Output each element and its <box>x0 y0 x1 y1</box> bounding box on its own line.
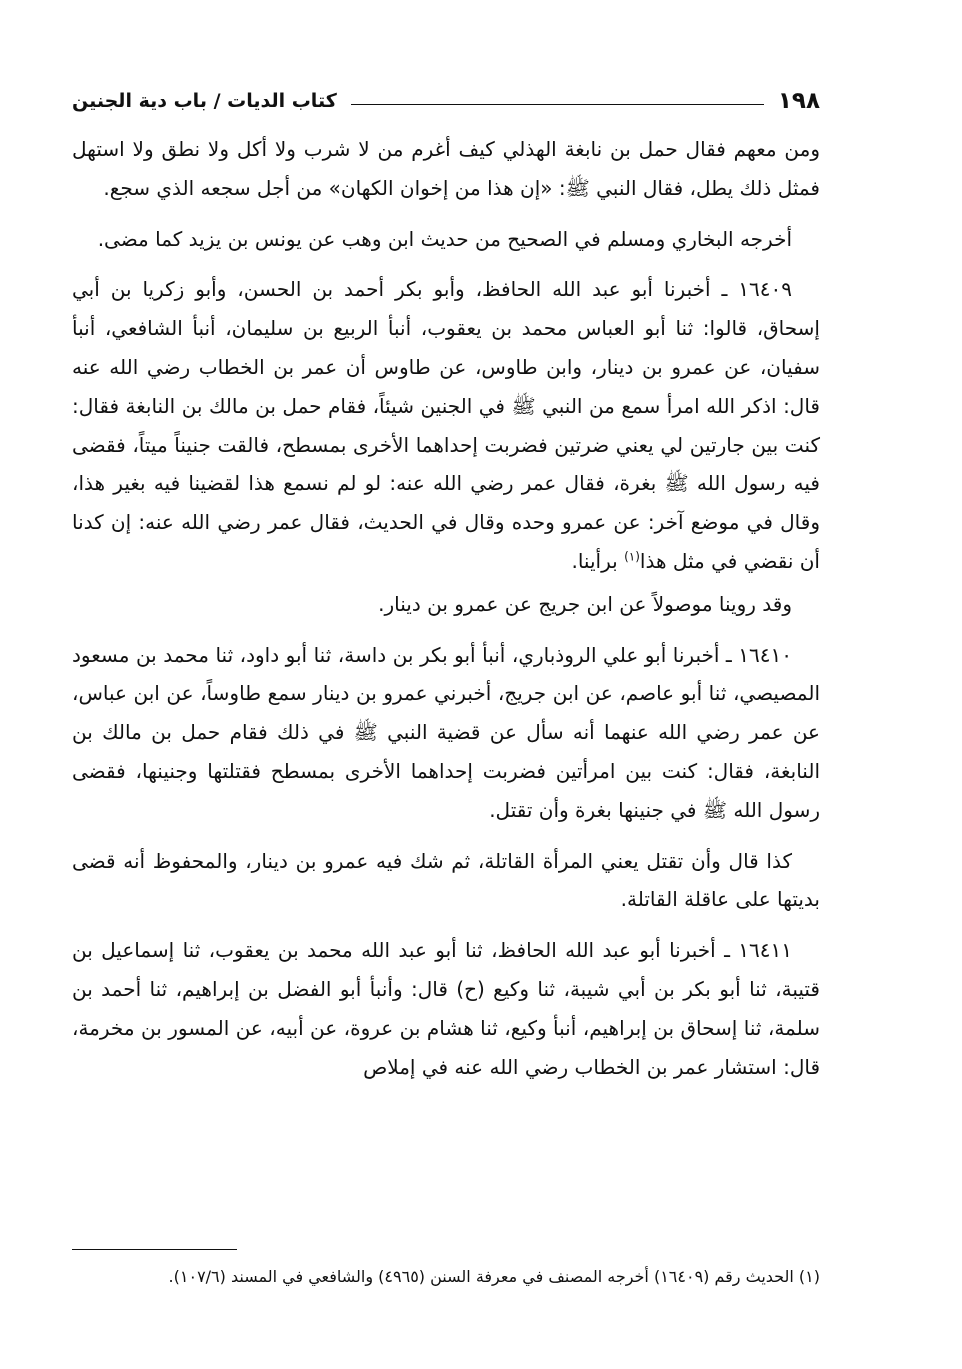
paragraph-hadith-16410: ١٦٤١٠ ـ أخبرنا أبو علي الروذباري، أنبأ أبو بكر بن داسة، ثنا أبو داود، ثنا محمد بن مسعود المصيصي، ثنا أبو عاصم، عن ابن جريج، أخبرني عمرو بن دينار سمع طاوساً، عن ابن عباس، عن عمر رضي الله عنهما أنه سأل عن قضية النبي ﷺ في ذلك فقام حمل بن مالك بن النابغة، فقال: كنت بين امرأتين فضربت إحداهما الأخرى بمسطح فقتلتها وجنينها، فقضى رسول الله ﷺ في جنينها بغرة وأن تقتل. <box>72 642 820 822</box>
paragraph-hadith-16409-text: ١٦٤٠٩ ـ أخبرنا أبو عبد الله الحافظ، وأبو بكر أحمد بن الحسن، وأبو زكريا بن أبي إسحاق، قالوا: ثنا أبو العباس محمد بن يعقوب، أنبأ الربيع بن سليمان، أنبأ الشافعي، أنبأ سفيان، عن عمرو بن دينار، وابن طاوس، عن طاوس أن عمر بن الخطاب رضي الله عنه قال: اذكر الله امرأ سمع من النبي ﷺ في الجنين شيئاً، فقام حمل بن مالك بن النابغة فقال: كنت بين جارتين لي يعني ضرتين فضربت إحداهما الأخرى بمسطح، فالقت جنيناً ميتاً، فقضى فيه رسول الله ﷺ بغرة، فقال عمر رضي الله عنه: لو لم نسمع هذا لقضينا فيه بغير هذا، وقال في موضع آخر: عن عمرو وحده وقال في الحديث، فقال عمر رضي الله عنه: إن كدنا أن نقضي في مثل هذا <box>72 277 820 573</box>
paragraph-2: أخرجه البخاري ومسلم في الصحيح من حديث ابن وهب عن يونس بن يزيد كما مضى. <box>97 226 792 251</box>
footnote: (١) الحديث رقم (١٦٤٠٩) أخرجه المصنف في معرفة السنن (٤٩٦٥) والشافعي في المسند (١٠٧/٦). <box>168 1267 820 1286</box>
running-title: كتاب الديات / باب دية الجنين <box>72 90 337 112</box>
book-page <box>72 84 820 1344</box>
header-rule <box>351 104 764 105</box>
paragraph-1: ومن معهم فقال حمل بن نابغة الهذلي كيف أغرم من لا شرب ولا أكل ولا نطق ولا استهل فمثل ذلك يطل، فقال النبي ﷺ: «إن هذا من إخوان الكهان» من أجل سجعه الذي سجع. <box>72 137 820 200</box>
page-header <box>72 84 820 118</box>
body-text <box>72 130 820 1086</box>
paragraph-4: وقد روينا موصولاً عن ابن جريج عن عمرو بن دينار. <box>378 591 792 616</box>
footnote-rule <box>72 1249 237 1250</box>
paragraph-hadith-16411: ١٦٤١١ ـ أخبرنا أبو عبد الله الحافظ، ثنا أبو عبد الله محمد بن يعقوب، ثنا إسماعيل بن قتيبة، ثنا أبو بكر بن أبي شيبة، ثنا وكيع (ح) قال: وأنبأ أبو الفضل بن إبراهيم، ثنا أحمد بن سلمة، ثنا إسحاق بن إبراهيم، أنبأ وكيع، ثنا هشام بن عروة، عن أبيه، عن المسور بن مخرمة، قال: استشار عمر بن الخطاب رضي الله عنه في إملاص <box>72 938 820 1079</box>
footnote-reference[interactable]: (١) <box>624 549 640 564</box>
paragraph-hadith-16409 <box>72 270 820 580</box>
page-number: ١٩٨ <box>777 88 820 114</box>
paragraph-hadith-16409-tail: برأينا. <box>571 548 625 573</box>
paragraph-6: كذا قال وأن تقتل يعني المرأة القاتلة، ثم شك فيه عمرو بن دينار، والمحفوظ أنه قضى بديتها على عاقلة القاتلة. <box>72 848 820 912</box>
